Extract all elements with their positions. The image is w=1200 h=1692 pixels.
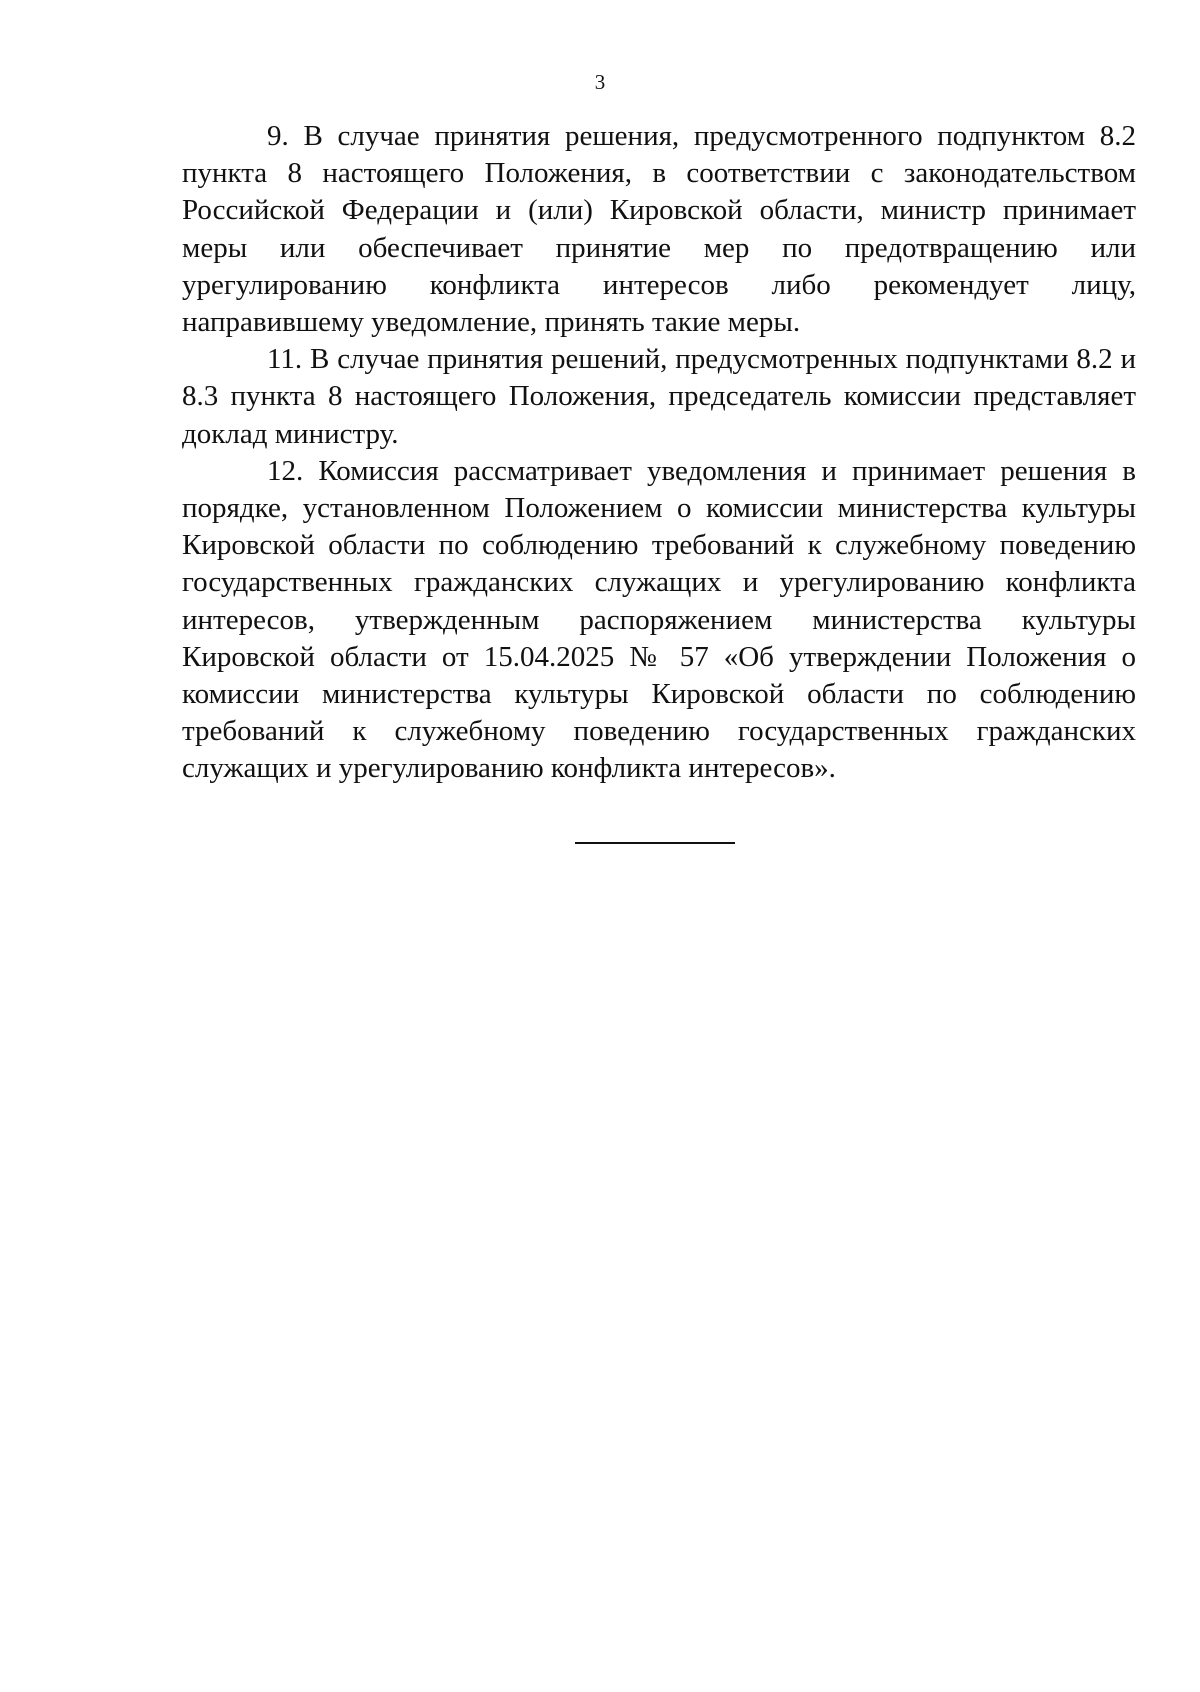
paragraph-line: области от 15.04.2025 № 57 «Об утверждении Положения о комиссии	[182, 640, 1136, 711]
paragraph-line: министерства культуры Кировской области по соблюдению требований	[182, 678, 1137, 748]
paragraph-line: принять такие меры.	[544, 306, 801, 339]
paragraph-line: или обеспечивает принятие мер по предотвращению или урегулированию	[182, 231, 1136, 301]
paragraph-9	[182, 118, 1136, 341]
paragraph-line: интересов, утвержденным распоряжением министерства культуры Кировской	[182, 603, 1136, 673]
paragraph-line: Российской Федерации и (или) Кировской области, министр принимает меры	[182, 194, 1136, 264]
paragraph-line: 11. В случае принятия решений, предусмотренных подпунктами	[267, 343, 1069, 376]
paragraph-line: 12. Комиссия рассматривает уведомления и принимает решения	[267, 454, 1108, 487]
paragraph-line: к служебному поведению государственных гражданских служащих	[182, 715, 1136, 785]
paragraph-line: в порядке, установленном Положением о комиссии министерства культуры	[182, 454, 1136, 525]
paragraph-line: и урегулированию конфликта интересов».	[315, 752, 836, 785]
paragraph-line: 8.2 пункта 8 настоящего Положения, в соответствии с законодательством	[182, 120, 1137, 190]
paragraph-line: представляет доклад министру.	[182, 380, 1137, 450]
paragraph-line: Кировской области по соблюдению требований к служебному поведению	[182, 529, 1136, 562]
document-body	[182, 118, 1136, 788]
paragraph-line: конфликта интересов либо рекомендует лицу, направившему уведомление,	[182, 268, 1136, 339]
paragraph-line: государственных гражданских служащих и урегулированию конфликта	[182, 566, 1136, 599]
closing-divider	[575, 842, 735, 844]
paragraph-11	[182, 341, 1136, 453]
paragraph-line: 8.2 и 8.3 пункта 8 настоящего Положения, председатель комиссии	[182, 343, 1137, 413]
paragraph-line: 9. В случае принятия решения, предусмотренного подпунктом	[267, 120, 1086, 152]
page-number: 3	[594, 70, 606, 94]
paragraph-12	[182, 453, 1136, 788]
